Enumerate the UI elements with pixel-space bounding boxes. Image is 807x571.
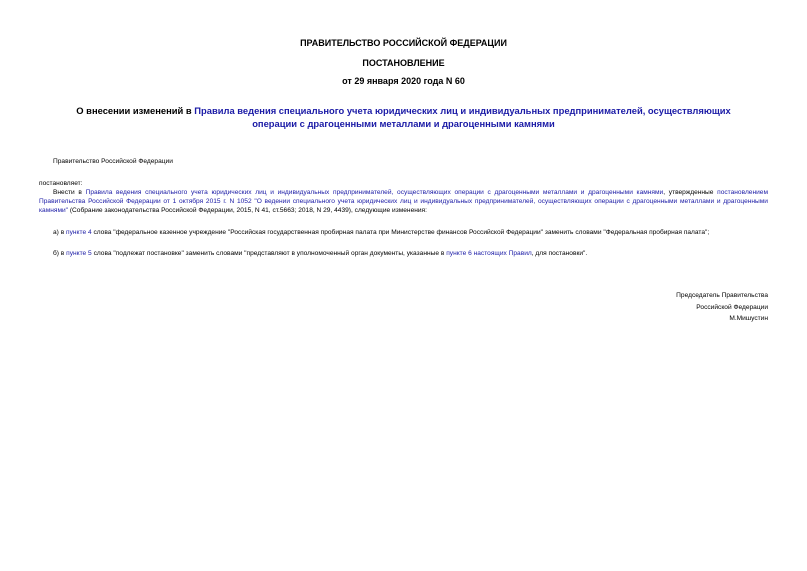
item-a-end: слова "федеральное казенное учреждение "Российская государственная пробирная палата при Министерстве финансов Российской Федерации" заменить словами "Федеральная пробирная палата";	[91, 229, 710, 236]
resolution-link[interactable]: постановлением Правительства Российской Федерации от 1 октября 2015 г. N 1052 "О ведении специального учета юридических лиц и индивидуальных предпринимателей, осуществляющих операции с драгоценными металлами и драгоценными камнями"	[39, 189, 768, 215]
signature-block	[676, 290, 768, 325]
document-type-heading: ПОСТАНОВЛЕНИЕ	[362, 58, 445, 68]
item-b-end: , для постановки".	[531, 250, 588, 257]
document-date-number: от 29 января 2020 года N 60	[342, 76, 465, 86]
p1-mid: , утвержденные	[663, 189, 718, 196]
decides-label: постановляет:	[39, 180, 83, 187]
signature-name: М.Мишустин	[729, 315, 768, 322]
item-b-mid: слова "подлежат постановке" заменить словами "представляют в уполномоченный орган документы, указанные в	[91, 250, 447, 257]
main-paragraph	[39, 188, 768, 216]
p1-end: (Собрание законодательства Российской Федерации, 2015, N 41, ст.5663; 2018, N 29, 4439), следующие изменения:	[68, 207, 427, 215]
item-b	[53, 249, 773, 258]
item-b-link-1[interactable]: пункте 5	[66, 250, 92, 257]
title-prefix: О внесении изменений в	[76, 105, 195, 116]
rules-link[interactable]: Правила ведения специального учета юридических лиц и индивидуальных предпринимателей, осуществляющих операции с драгоценными металлами и драгоценными камнями	[85, 189, 664, 196]
signature-title: Председатель Правительства	[676, 292, 768, 299]
item-b-start: б) в	[53, 250, 67, 257]
government-label: Правительство Российской Федерации	[53, 158, 173, 165]
signature-org: Российской Федерации	[696, 303, 768, 311]
title-rules-link[interactable]: Правила ведения специального учета юридических лиц и индивидуальных предпринимателей, осуществляющих операции с драгоценными металлами и драгоценными камнями	[194, 105, 731, 129]
item-a-link[interactable]: пункте 4	[66, 229, 92, 236]
p1-start: Внести в	[53, 189, 86, 196]
item-a	[53, 228, 773, 237]
item-b-link-2[interactable]: пункте 6 настоящих Правил	[446, 250, 532, 257]
document-title	[60, 104, 747, 130]
government-heading: ПРАВИТЕЛЬСТВО РОССИЙСКОЙ ФЕДЕРАЦИИ	[300, 38, 507, 48]
item-a-start: а) в	[53, 229, 67, 236]
